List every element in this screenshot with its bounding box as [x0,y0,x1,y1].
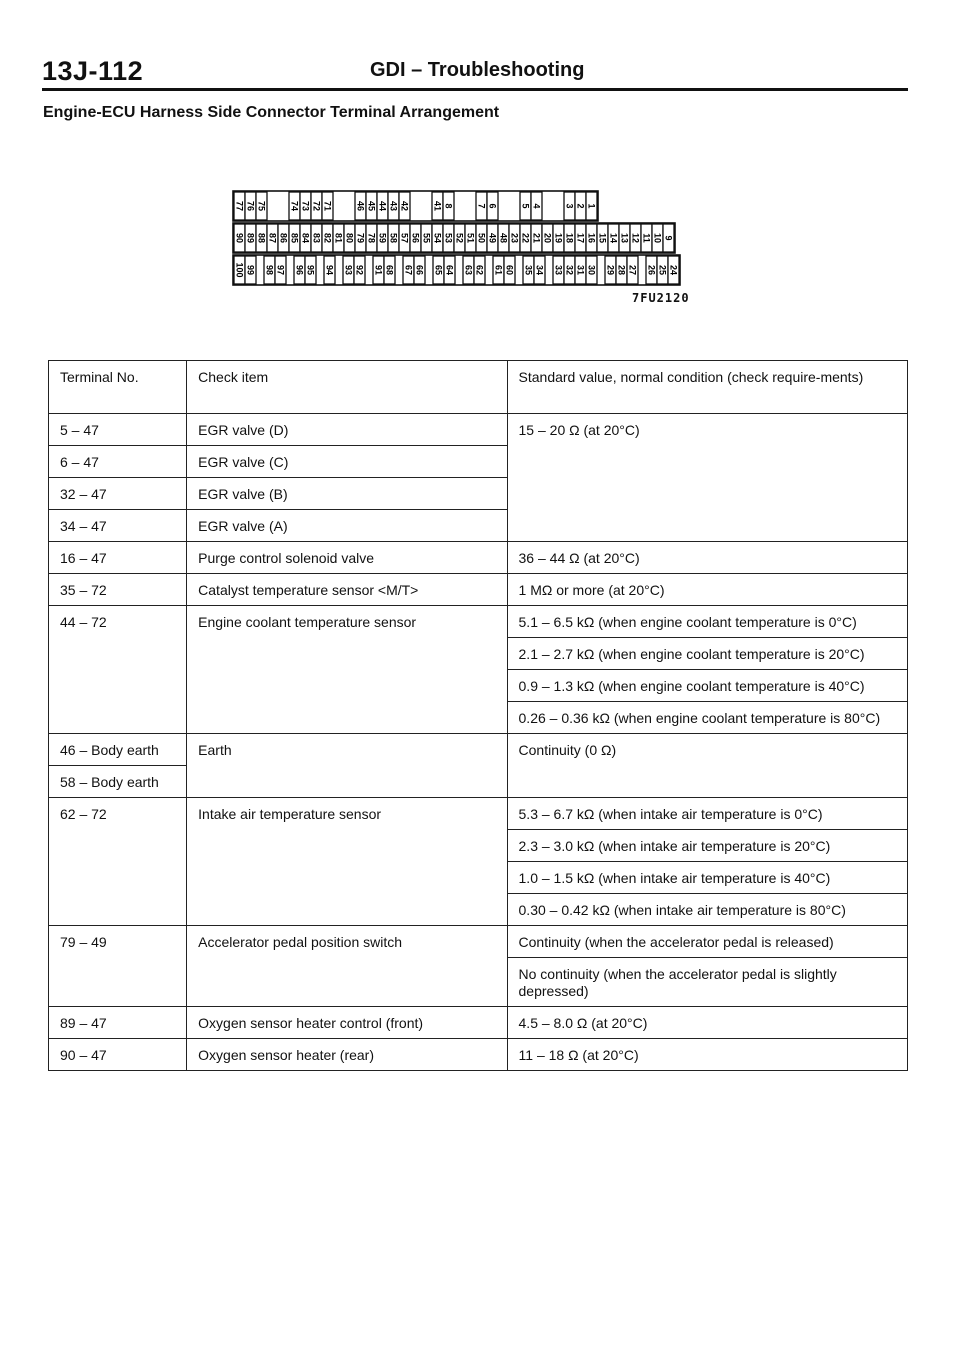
connector-pin [278,224,289,252]
pin-number: 64 [444,264,455,276]
pin-number: 28 [616,264,627,276]
pin-number: 86 [278,232,289,244]
pin-number: 13 [619,232,630,244]
connector-pin [421,224,432,252]
connector-pin [443,192,454,220]
terminal-cell: 32 – 47 [49,478,187,510]
connector-pin [564,256,575,284]
pin-number: 100 [234,262,245,278]
pin-number: 22 [520,232,531,244]
pin-number: 44 [377,200,388,212]
connector-pin [476,224,487,252]
pin-number: 11 [641,233,652,243]
figure-code: 7FU2120 [632,291,690,305]
connector-pin [245,192,256,220]
pin-number: 82 [322,232,333,244]
connector-pin [597,224,608,252]
pin-number: 48 [498,232,509,244]
pin-number: 26 [646,264,657,276]
pin-number: 31 [575,264,586,276]
standard-cell: 2.1 – 2.7 kΩ (when engine coolant temperature is 20°C) [507,638,907,670]
connector-pin [443,224,454,252]
pin-number: 68 [384,264,395,276]
pin-number: 79 [355,232,366,244]
pin-number: 55 [421,232,432,244]
pin-number: 51 [465,232,476,244]
standard-cell: Continuity (0 Ω) [507,734,907,798]
pin-number: 74 [289,200,300,212]
pin-number: 54 [432,232,443,244]
pin-number: 30 [586,264,597,276]
standard-cell: 15 – 20 Ω (at 20°C) [507,414,907,542]
check-item-cell: EGR valve (A) [187,510,507,542]
check-item-cell: Purge control solenoid valve [187,542,507,574]
pin-number: 81 [333,232,344,244]
check-item-cell: Catalyst temperature sensor <M/T> [187,574,507,606]
connector-pin [504,256,515,284]
check-item-cell: Earth [187,734,507,798]
connector-pin [509,224,520,252]
pin-number: 71 [322,200,333,212]
connector-pin [616,256,627,284]
connector-pin [305,256,316,284]
connector-pin [487,192,498,220]
pin-number: 58 [388,232,399,244]
connector-pin [234,256,245,284]
connector-pin [245,256,256,284]
table-row [49,606,908,638]
header-title: GDI – Troubleshooting [370,59,585,81]
pin-number: 75 [256,200,267,212]
connector-pin [322,192,333,220]
pin-number: 18 [564,232,575,244]
terminal-cell: 79 – 49 [49,926,187,1007]
pin-number: 7 [476,203,487,209]
pin-number: 23 [509,232,520,244]
connector-pin [289,192,300,220]
pin-number: 6 [487,203,498,209]
connector-pin [627,256,638,284]
connector-pin [605,256,616,284]
pin-number: 87 [267,232,278,244]
connector-pin [619,224,630,252]
pin-number: 66 [414,264,425,276]
connector-pin [575,256,586,284]
connector-row-frame [233,191,598,221]
pin-number: 63 [463,264,474,276]
pin-number: 98 [264,264,275,276]
spec-table [48,360,908,1071]
pin-number: 8 [443,203,454,209]
pin-number: 3 [564,203,575,209]
pin-number: 60 [504,264,515,276]
connector-pin [403,256,414,284]
pin-number: 15 [597,232,608,244]
terminal-cell: 46 – Body earth [49,734,187,766]
pin-number: 88 [256,232,267,244]
pin-number: 99 [245,264,256,276]
pin-number: 80 [344,232,355,244]
terminal-cell: 35 – 72 [49,574,187,606]
connector-pin [564,224,575,252]
connector-pin [289,224,300,252]
standard-cell: 11 – 18 Ω (at 20°C) [507,1039,907,1071]
pin-number: 12 [630,232,641,244]
connector-pin [256,224,267,252]
connector-pin [324,256,335,284]
check-item-cell: EGR valve (B) [187,478,507,510]
pin-number: 97 [275,264,286,276]
connector-pin [465,224,476,252]
pin-number: 92 [354,264,365,276]
connector-diagram [232,190,702,286]
terminal-cell: 6 – 47 [49,446,187,478]
connector-pin [256,192,267,220]
connector-pin [531,192,542,220]
standard-cell: No continuity (when the accelerator pedal is slightly depressed) [507,958,907,1007]
pin-number: 50 [476,232,487,244]
connector-pin [493,256,504,284]
connector-pin [275,256,286,284]
pin-number: 17 [575,232,586,244]
pin-number: 78 [366,232,377,244]
pin-number: 19 [553,232,564,244]
pin-number: 90 [234,232,245,244]
pin-number: 57 [399,232,410,244]
standard-cell: 4.5 – 8.0 Ω (at 20°C) [507,1007,907,1039]
connector-pin [432,224,443,252]
check-item-cell: Engine coolant temperature sensor [187,606,507,734]
header-rule [42,88,908,91]
pin-number: 49 [487,232,498,244]
pin-number: 96 [294,264,305,276]
pin-number: 72 [311,200,322,212]
pin-number: 14 [608,232,619,244]
connector-pin [652,224,663,252]
connector-pin [384,256,395,284]
pin-number: 89 [245,232,256,244]
connector-pin [553,224,564,252]
pin-number: 85 [289,232,300,244]
terminal-cell: 62 – 72 [49,798,187,926]
header-standard: Standard value, normal condition (check require-ments) [507,361,907,414]
pin-number: 94 [324,264,335,276]
pin-number: 1 [586,203,597,209]
connector-pin [322,224,333,252]
connector-pin [575,192,586,220]
connector-pin [377,192,388,220]
page-number: 13J-112 [42,56,144,86]
connector-pin [245,224,256,252]
pin-number: 53 [443,232,454,244]
header-check-item: Check item [187,361,507,414]
connector-pin [433,256,444,284]
connector-pin [344,224,355,252]
terminal-cell: 16 – 47 [49,542,187,574]
pin-number: 95 [305,264,316,276]
connector-pin [454,224,465,252]
connector-svg [232,190,702,286]
pin-number: 46 [355,200,366,212]
pin-number: 43 [388,200,399,212]
pin-number: 91 [373,264,384,276]
connector-pin [311,192,322,220]
connector-pin [355,192,366,220]
connector-pin [366,192,377,220]
connector-pin [523,256,534,284]
connector-pin [575,224,586,252]
standard-cell: 0.30 – 0.42 kΩ (when intake air temperature is 80°C) [507,894,907,926]
connector-pin [366,224,377,252]
check-item-cell: Accelerator pedal position switch [187,926,507,1007]
connector-pin [377,224,388,252]
standard-cell: 0.26 – 0.36 kΩ (when engine coolant temperature is 80°C) [507,702,907,734]
pin-number: 52 [454,232,465,244]
pin-number: 24 [668,264,679,276]
connector-pin [343,256,354,284]
connector-pin [476,192,487,220]
connector-pin [399,224,410,252]
pin-number: 84 [300,232,311,244]
pin-number: 45 [366,200,377,212]
pin-number: 62 [474,264,485,276]
connector-pin [388,192,399,220]
terminal-cell: 90 – 47 [49,1039,187,1071]
table-row [49,542,908,574]
pin-number: 9 [663,235,674,241]
connector-pin [498,224,509,252]
connector-pin [300,192,311,220]
header-terminal: Terminal No. [49,361,187,414]
pin-number: 93 [343,264,354,276]
pin-number: 65 [433,264,444,276]
table-row [49,734,908,766]
connector-pin [531,224,542,252]
terminal-cell: 89 – 47 [49,1007,187,1039]
connector-pin [234,192,245,220]
connector-pin [294,256,305,284]
connector-pin [553,256,564,284]
connector-pin [373,256,384,284]
pin-number: 16 [586,232,597,244]
pin-number: 21 [531,232,542,244]
pin-number: 34 [534,264,545,276]
terminal-cell: 5 – 47 [49,414,187,446]
connector-pin [520,224,531,252]
pin-number: 33 [553,264,564,276]
table-row [49,574,908,606]
pin-number: 56 [410,232,421,244]
standard-cell: 5.3 – 6.7 kΩ (when intake air temperature is 0°C) [507,798,907,830]
connector-pin [641,224,652,252]
connector-pin [444,256,455,284]
standard-cell: 2.3 – 3.0 kΩ (when intake air temperature is 20°C) [507,830,907,862]
check-item-cell: Oxygen sensor heater (rear) [187,1039,507,1071]
standard-cell: 0.9 – 1.3 kΩ (when engine coolant temperature is 40°C) [507,670,907,702]
standard-cell: 5.1 – 6.5 kΩ (when engine coolant temperature is 0°C) [507,606,907,638]
connector-pin [234,224,245,252]
section-title: Engine-ECU Harness Side Connector Terminal Arrangement [43,104,500,121]
connector-pin [520,192,531,220]
connector-pin [311,224,322,252]
connector-pin [388,224,399,252]
connector-pin [410,224,421,252]
pin-number: 5 [520,203,531,209]
connector-pin [668,256,679,284]
connector-pin [432,192,443,220]
table-row [49,926,908,958]
standard-cell: 1 MΩ or more (at 20°C) [507,574,907,606]
connector-pin [463,256,474,284]
terminal-cell: 44 – 72 [49,606,187,734]
connector-pin [474,256,485,284]
pin-number: 25 [657,264,668,276]
check-item-cell: EGR valve (D) [187,414,507,446]
table-row [49,798,908,830]
pin-number: 76 [245,200,256,212]
pin-number: 83 [311,232,322,244]
pin-number: 2 [575,203,586,209]
connector-pin [534,256,545,284]
terminal-cell: 58 – Body earth [49,766,187,798]
pin-number: 61 [493,264,504,276]
connector-pin [354,256,365,284]
connector-pin [657,256,668,284]
pin-number: 27 [627,264,638,276]
standard-cell: 36 – 44 Ω (at 20°C) [507,542,907,574]
table-row [49,414,908,446]
check-item-cell: Oxygen sensor heater control (front) [187,1007,507,1039]
connector-pin [646,256,657,284]
pin-number: 59 [377,232,388,244]
connector-pin [663,224,674,252]
table-row [49,1039,908,1071]
pin-number: 29 [605,264,616,276]
pin-number: 4 [531,203,542,209]
pin-number: 42 [399,200,410,212]
pin-number: 10 [652,232,663,244]
connector-pin [399,192,410,220]
pin-number: 32 [564,264,575,276]
connector-pin [355,224,366,252]
connector-pin [264,256,275,284]
pin-number: 35 [523,264,534,276]
connector-pin [542,224,553,252]
pin-number: 67 [403,264,414,276]
connector-pin [333,224,344,252]
pin-number: 41 [432,200,443,212]
table-row [49,1007,908,1039]
connector-pin [586,192,597,220]
standard-cell: Continuity (when the accelerator pedal is released) [507,926,907,958]
page-header [42,56,906,86]
check-item-cell: EGR valve (C) [187,446,507,478]
pin-number: 73 [300,200,311,212]
connector-pin [586,224,597,252]
connector-pin [608,224,619,252]
connector-pin [630,224,641,252]
check-item-cell: Intake air temperature sensor [187,798,507,926]
pin-number: 20 [542,232,553,244]
terminal-cell: 34 – 47 [49,510,187,542]
pin-number: 77 [234,200,245,212]
connector-pin [414,256,425,284]
standard-cell: 1.0 – 1.5 kΩ (when intake air temperature is 40°C) [507,862,907,894]
connector-pin [564,192,575,220]
connector-pin [267,224,278,252]
table-header-row [49,361,908,414]
connector-pin [586,256,597,284]
connector-pin [487,224,498,252]
connector-pin [300,224,311,252]
